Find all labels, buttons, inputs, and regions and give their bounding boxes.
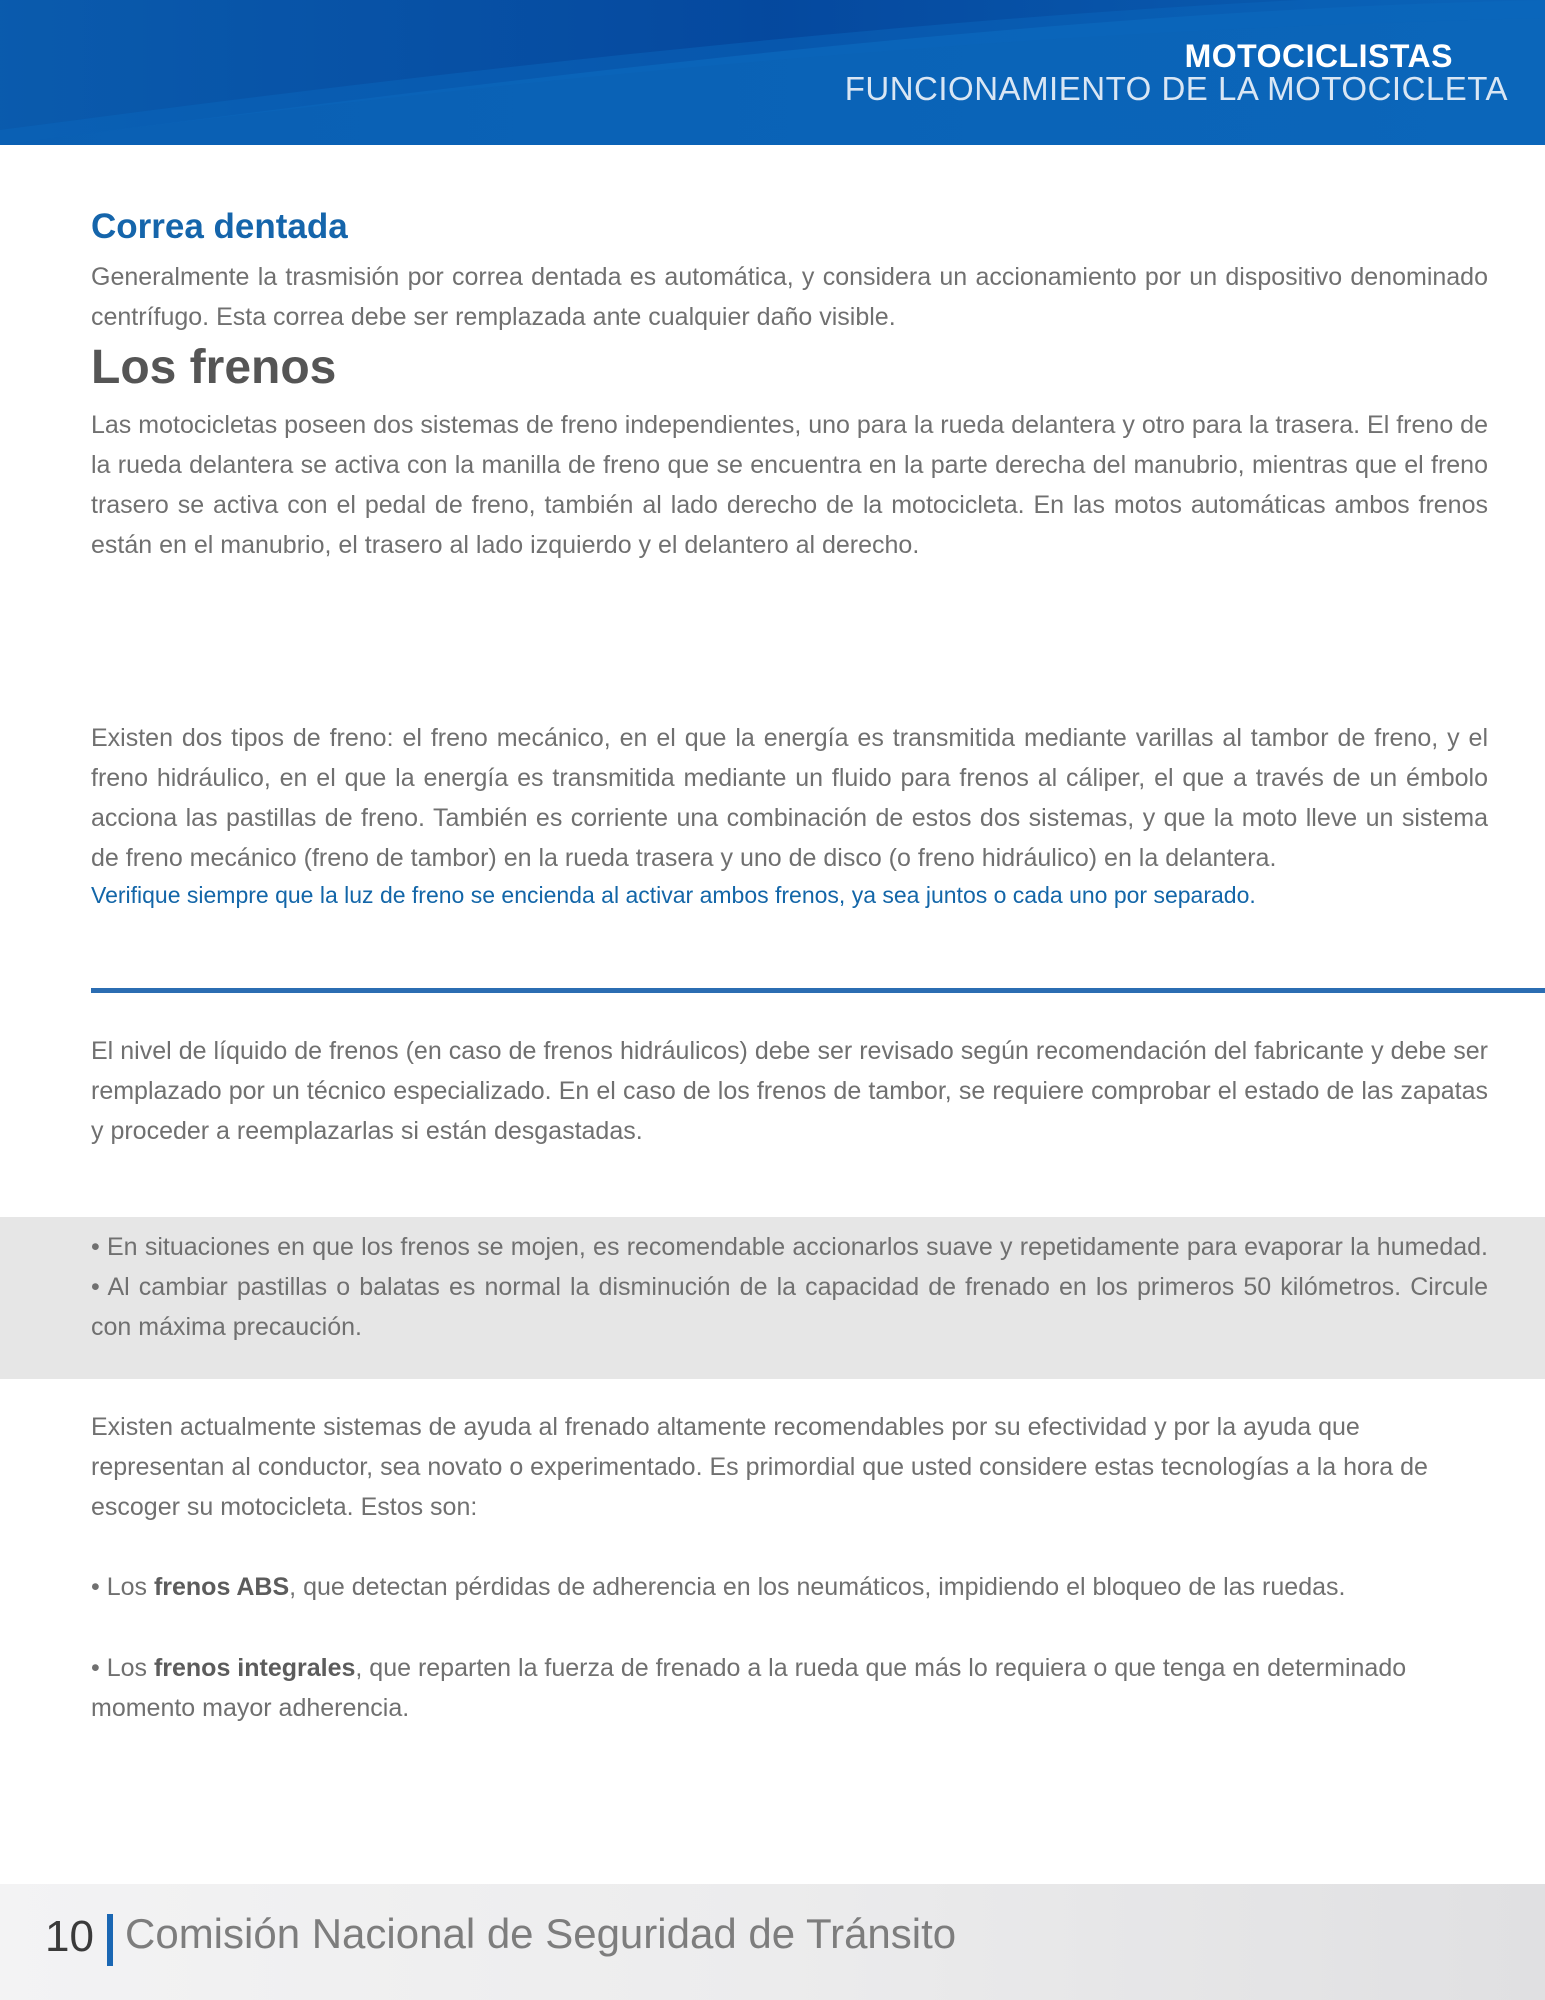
paragraph-frenos-intro: Las motocicletas poseen dos sistemas de freno independientes, uno para la rueda delantera y otro para la trasera. El freno de la rueda delantera se activa con la manilla de freno que se encuentra en la parte derecha del manubrio, mientras que el freno trasero se activa con el pedal de freno, también al lado derecho de la motocicleta. En las motos automáticas ambos frenos están en el manubrio, el trasero al lado izquierdo y el delantero al derecho. bbox=[91, 411, 1488, 559]
paragraph-nivel-liquido: El nivel de líquido de frenos (en caso de frenos hidráulicos) debe ser revisado según recomendación del fabricante y debe ser remplazado por un técnico especializado. En el caso de los frenos de tambor, se requiere comprobar el estado de las zapatas y proceder a reemplazarlas si están desgastadas. bbox=[91, 1037, 1488, 1145]
note-luz-freno: Verifique siempre que la luz de freno se encienda al activar ambos frenos, ya sea juntos o cada uno por separado. bbox=[91, 882, 1256, 908]
bullet-frenos-integrales bbox=[91, 1648, 1488, 1728]
bullet-prefix: • Los bbox=[91, 1654, 154, 1682]
bullet-text: , que reparten la fuerza de frenado a la rueda que más lo requiera o que tenga en determinado momento mayor adherencia. bbox=[91, 1654, 1407, 1722]
divider-rule bbox=[91, 988, 1545, 993]
header-subtitle: FUNCIONAMIENTO DE LA MOTOCICLETA bbox=[844, 70, 1508, 107]
paragraph-correa: Generalmente la trasmisión por correa dentada es automática, y considera un accionamiento por un dispositivo denominado centrífugo. Esta correa debe ser remplazada ante cualquier daño visible. bbox=[91, 263, 1488, 331]
heading-correa-dentada: Correa dentada bbox=[91, 207, 348, 246]
bullet-term: frenos integrales bbox=[153, 1654, 356, 1682]
bullet-text: , que detectan pérdidas de adherencia en los neumáticos, impidiendo el bloqueo de las ruedas. bbox=[289, 1573, 1346, 1601]
heading-los-frenos: Los frenos bbox=[91, 341, 337, 394]
paragraph-tipos-freno: Existen dos tipos de freno: el freno mecánico, en el que la energía es transmitida mediante varillas al tambor de freno, y el freno hidráulico, en el que la energía es transmitida mediante un fluido para frenos al cáliper, el que a través de un émbolo acciona las pastillas de freno. También es corriente una combinación de estos dos sistemas, y que la moto lleve un sistema de freno mecánico (freno de tambor) en la rueda trasera y uno de disco (o freno hidráulico) en la delantera. bbox=[91, 724, 1488, 872]
footer-organization: Comisión Nacional de Seguridad de Tránsito bbox=[125, 1910, 957, 1957]
footer-separator bbox=[107, 1914, 113, 1966]
tip-box-text: • En situaciones en que los frenos se mojen, es recomendable accionarlos suave y repetidamente para evaporar la humedad. • Al cambiar pastillas o balatas es normal la disminución de la capacidad de frenado en los primeros 50 kilómetros. Circule con máxima precaución. bbox=[91, 1233, 1488, 1341]
bullet-frenos-abs bbox=[91, 1567, 1488, 1607]
header-title: MOTOCICLISTAS bbox=[1184, 38, 1453, 74]
page-header bbox=[0, 0, 1545, 145]
page-number: 10 bbox=[45, 1912, 94, 1961]
bullet-term: frenos ABS bbox=[153, 1573, 290, 1601]
bullet-prefix: • Los bbox=[91, 1573, 154, 1601]
paragraph-sistemas-ayuda: Existen actualmente sistemas de ayuda al frenado altamente recomendables por su efectividad y por la ayuda que representan al conductor, sea novato o experimentado. Es primordial que usted considere estas tecnologías a la hora de escoger su motocicleta. Estos son: bbox=[91, 1413, 1428, 1521]
